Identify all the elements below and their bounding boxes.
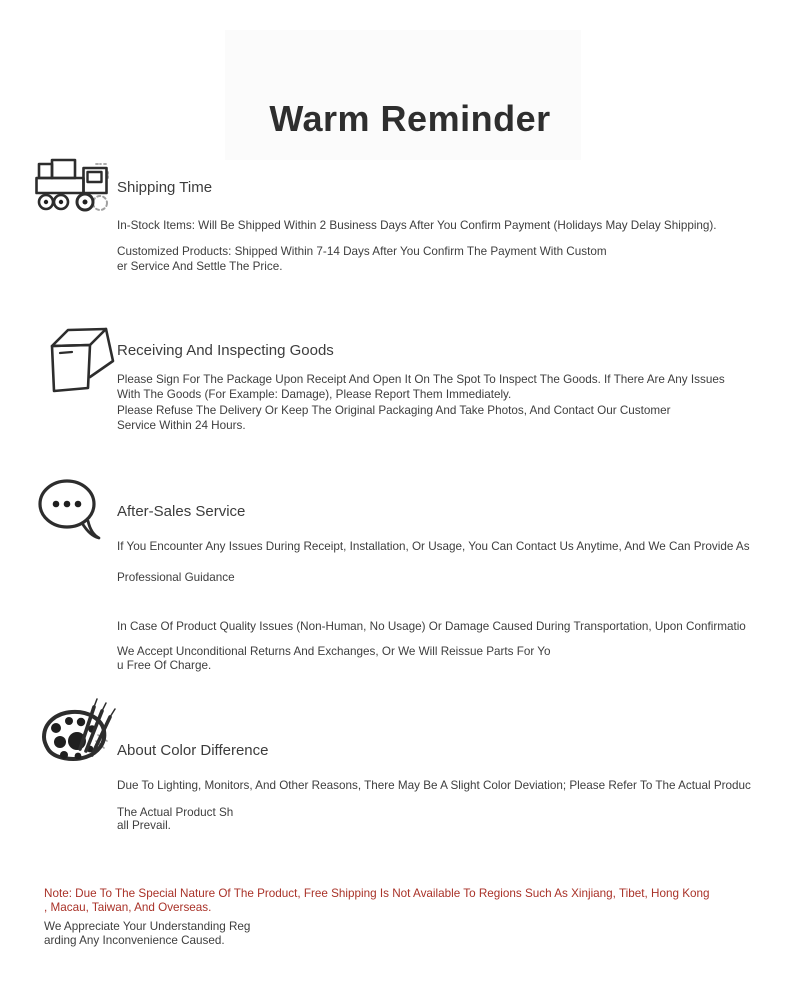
after-sales-text: We Accept Unconditional Returns And Exchanges, Or We Will Reissue Parts For Yo: [117, 645, 551, 658]
color-difference-text: Due To Lighting, Monitors, And Other Reasons, There May Be A Slight Color Deviation; Please Refer To The Actual Produc: [117, 779, 751, 792]
truck-icon: [34, 158, 112, 212]
section-heading-receiving-goods: Receiving And Inspecting Goods: [117, 342, 334, 359]
color-difference-text: The Actual Product Sh: [117, 806, 234, 819]
receiving-goods-text: Service Within 24 Hours.: [117, 419, 246, 432]
chat-bubble-icon: [37, 476, 103, 546]
after-sales-text: If You Encounter Any Issues During Receipt, Installation, Or Usage, You Can Contact Us Anytime, And We Can Provide As: [117, 540, 750, 553]
shipping-time-text: In-Stock Items: Will Be Shipped Within 2 Business Days After You Confirm Payment (Holidays May Delay Shipping).: [117, 219, 717, 232]
section-heading-after-sales: After-Sales Service: [117, 503, 246, 520]
receiving-goods-text: Please Refuse The Delivery Or Keep The Original Packaging And Take Photos, And Contact Our Customer: [117, 404, 671, 417]
section-heading-color-difference: About Color Difference: [117, 742, 269, 759]
footer-note-red: Note: Due To The Special Nature Of The Product, Free Shipping Is Not Available To Regions Such As Xinjiang, Tibet, Hong Kong: [44, 887, 710, 900]
title-background: [225, 30, 581, 160]
shipping-time-text: er Service And Settle The Price.: [117, 260, 283, 273]
footer-note-red: , Macau, Taiwan, And Overseas.: [44, 901, 212, 914]
after-sales-text: Professional Guidance: [117, 571, 235, 584]
receiving-goods-text: With The Goods (For Example: Damage), Please Report Them Immediately.: [117, 388, 512, 401]
page-title: Warm Reminder: [269, 98, 551, 140]
footer-note-dark: arding Any Inconvenience Caused.: [44, 934, 225, 947]
after-sales-text: In Case Of Product Quality Issues (Non-Human, No Usage) Or Damage Caused During Transportation, Upon Confirmatio: [117, 620, 746, 633]
after-sales-text: u Free Of Charge.: [117, 659, 212, 672]
shipping-time-text: Customized Products: Shipped Within 7-14 Days After You Confirm The Payment With Custom: [117, 245, 607, 258]
color-difference-text: all Prevail.: [117, 819, 171, 832]
package-box-icon: [40, 322, 116, 398]
footer-note-dark: We Appreciate Your Understanding Reg: [44, 920, 251, 933]
section-heading-shipping-time: Shipping Time: [117, 179, 213, 196]
paint-palette-icon: [36, 697, 116, 775]
receiving-goods-text: Please Sign For The Package Upon Receipt And Open It On The Spot To Inspect The Goods. If There Are Any Issues: [117, 373, 725, 386]
